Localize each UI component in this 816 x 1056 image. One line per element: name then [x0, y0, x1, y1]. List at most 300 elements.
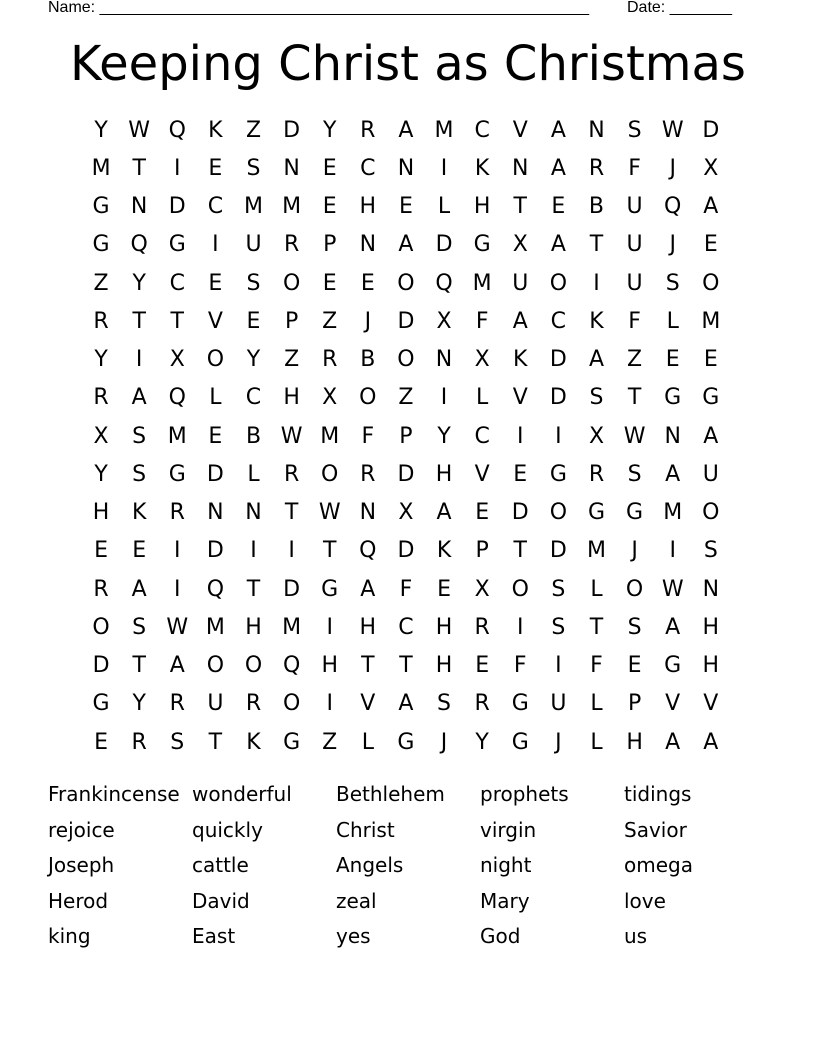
grid-letter: I [174, 538, 181, 564]
grid-letter: U [702, 461, 719, 487]
grid-letter: K [474, 155, 490, 181]
grid-letter: G [702, 385, 720, 411]
grid-letter: L [590, 729, 603, 755]
grid-letter: S [132, 423, 147, 449]
grid-letter: N [435, 347, 453, 373]
grid-letter: M [91, 155, 111, 181]
grid-letter: P [284, 308, 299, 334]
grid-letter: I [669, 538, 676, 564]
grid-letter: H [359, 194, 377, 220]
grid-letter: O [321, 461, 339, 487]
grid-letter: E [551, 194, 566, 220]
grid-letter: D [168, 194, 186, 220]
grid-letter: R [588, 461, 605, 487]
grid-letter: A [703, 729, 719, 755]
grid-letter: O [702, 500, 720, 526]
grid-letter: P [323, 232, 337, 258]
grid-letter: M [701, 308, 721, 334]
grid-letter: G [511, 729, 529, 755]
word-list-item: virgin [480, 817, 537, 842]
grid-letter: Y [132, 270, 146, 296]
grid-letter: A [131, 576, 147, 602]
grid-letter: E [94, 729, 108, 755]
word-list-item: Savior [624, 817, 687, 842]
grid-letter: G [92, 194, 110, 220]
grid-letter: G [92, 232, 110, 258]
grid-letter: R [474, 614, 490, 640]
grid-letter: S [703, 538, 718, 564]
grid-letter: I [326, 691, 333, 717]
grid-letter: D [397, 461, 415, 487]
word-list-item: Frankincense [48, 782, 180, 806]
grid-letter: E [703, 232, 718, 258]
grid-letter: L [209, 385, 222, 411]
grid-letter: V [703, 691, 719, 717]
grid-letter: W [661, 576, 684, 602]
grid-letter: C [169, 270, 185, 296]
grid-letter: C [207, 194, 224, 220]
grid-letter: T [589, 614, 604, 640]
grid-letter: T [589, 232, 604, 258]
grid-letter: Q [206, 576, 225, 602]
grid-letter: E [322, 155, 337, 181]
grid-letter: K [436, 538, 452, 564]
word-list-item: God [480, 924, 521, 948]
grid-letter: I [174, 576, 181, 602]
grid-letter: I [250, 538, 257, 564]
word-list-item: Angels [336, 853, 404, 877]
grid-letter: I [440, 385, 448, 411]
grid-letter: O [511, 576, 529, 602]
grid-letter: V [474, 461, 490, 487]
grid-letter: A [550, 232, 566, 258]
grid-letter: E [437, 576, 451, 602]
grid-letter: Y [246, 347, 261, 373]
grid-letter: G [397, 729, 415, 755]
grid-letter: E [208, 423, 223, 449]
grid-letter: Y [94, 117, 108, 143]
word-list-item: cattle [192, 853, 249, 877]
grid-letter: O [625, 576, 644, 602]
grid-letter: G [92, 691, 110, 717]
grid-letter: I [212, 232, 219, 258]
grid-letter: L [590, 691, 603, 717]
grid-letter: E [208, 270, 223, 296]
grid-letter: T [627, 385, 642, 411]
grid-letter: Q [130, 232, 148, 258]
grid-letter: Y [132, 691, 146, 717]
word-list-item: rejoice [48, 817, 115, 842]
word-list-item: king [48, 924, 91, 948]
grid-letter: E [208, 155, 223, 181]
grid-letter: L [437, 194, 451, 220]
grid-letter: P [475, 538, 489, 564]
grid-letter: O [702, 270, 720, 296]
grid-letter: T [284, 500, 299, 526]
grid-letter: G [664, 653, 682, 679]
grid-letter: V [512, 117, 528, 143]
grid-letter: S [132, 614, 147, 640]
grid-letter: Q [664, 194, 682, 220]
grid-letter: T [132, 653, 146, 679]
grid-letter: E [132, 538, 147, 564]
grid-letter: F [399, 576, 413, 602]
word-list-item: prophets [480, 782, 569, 806]
grid-letter: N [397, 155, 415, 181]
grid-letter: R [169, 691, 185, 717]
grid-letter: N [359, 500, 377, 526]
grid-letter: G [168, 232, 186, 258]
grid-letter: S [246, 270, 261, 296]
grid-letter: W [318, 500, 341, 526]
grid-letter: N [130, 194, 148, 220]
grid-letter: M [282, 194, 302, 220]
grid-letter: E [475, 653, 490, 679]
grid-letter: M [320, 423, 340, 449]
grid-letter: Q [168, 385, 186, 411]
grid-letter: O [359, 385, 377, 411]
grid-letter: T [132, 155, 146, 181]
grid-letter: G [283, 729, 301, 755]
grid-letter: C [360, 155, 376, 181]
grid-letter: H [321, 653, 338, 679]
grid-letter: H [435, 653, 453, 679]
word-list-item: East [192, 924, 236, 948]
grid-letter: A [131, 385, 147, 411]
grid-letter: X [474, 576, 490, 602]
grid-letter: M [434, 117, 454, 143]
grid-letter: U [512, 270, 529, 296]
grid-letter: B [588, 194, 605, 220]
word-list-item: zeal [336, 888, 377, 913]
grid-letter: N [359, 232, 377, 258]
grid-letter: D [397, 538, 415, 564]
grid-letter: R [93, 308, 109, 334]
word-list-item: night [480, 853, 532, 877]
grid-letter: H [626, 729, 643, 755]
grid-letter: L [476, 385, 489, 411]
grid-letter: M [586, 538, 606, 564]
grid-letter: B [360, 347, 376, 373]
grid-letter: T [170, 308, 184, 334]
word-list [48, 777, 768, 955]
grid-letter: E [665, 347, 680, 373]
grid-letter: I [517, 423, 524, 449]
grid-letter: H [245, 614, 262, 640]
grid-letter: E [513, 461, 528, 487]
grid-letter: T [208, 729, 223, 755]
grid-letter: Y [437, 423, 451, 449]
grid-letter: I [593, 270, 600, 296]
grid-letter: M [244, 194, 263, 220]
grid-letter: A [360, 576, 376, 602]
grid-letter: G [473, 232, 491, 258]
grid-letter: I [135, 347, 143, 373]
grid-letter: A [665, 461, 681, 487]
grid-letter: R [360, 461, 376, 487]
grid-letter: Z [284, 347, 300, 373]
grid-letter: X [436, 308, 452, 334]
grid-letter: E [94, 538, 108, 564]
grid-letter: V [512, 385, 528, 411]
grid-letter: E [360, 270, 375, 296]
grid-letter: H [702, 653, 720, 679]
grid-letter: U [626, 270, 643, 296]
grid-letter: N [664, 423, 681, 449]
grid-letter: S [246, 155, 261, 181]
word-list-item: Bethlehem [336, 782, 445, 806]
grid-letter: E [322, 194, 337, 220]
grid-letter: N [245, 500, 262, 526]
word-list-item: love [624, 888, 666, 913]
grid-letter: A [703, 194, 719, 220]
grid-letter: A [398, 691, 414, 717]
grid-letter: O [397, 270, 415, 296]
grid-letter: O [549, 500, 568, 526]
grid-letter: L [361, 729, 374, 755]
grid-letter: A [588, 347, 604, 373]
grid-letter: D [206, 538, 224, 564]
grid-letter: R [283, 461, 300, 487]
word-list-item: Mary [480, 888, 530, 913]
grid-letter: I [517, 614, 524, 640]
grid-letter: H [435, 461, 453, 487]
grid-letter: D [702, 117, 720, 143]
word-list-item: quickly [192, 817, 263, 842]
grid-letter: K [131, 500, 147, 526]
grid-letter: O [92, 614, 110, 640]
grid-letter: S [589, 385, 604, 411]
grid-letter: W [280, 423, 303, 449]
grid-letter: N [207, 500, 224, 526]
grid-letter: E [703, 347, 718, 373]
grid-letter: D [435, 232, 453, 258]
grid-letter: O [206, 653, 225, 679]
grid-letter: T [513, 194, 527, 220]
grid-letter: M [472, 270, 492, 296]
grid-letter: C [245, 385, 262, 411]
letter-grid [82, 111, 730, 759]
grid-letter: L [590, 576, 603, 602]
date-field-line: Date: _______ [627, 0, 732, 16]
grid-letter: M [205, 614, 225, 640]
grid-letter: N [702, 576, 720, 602]
grid-letter: D [549, 385, 567, 411]
grid-letter: U [626, 232, 643, 258]
grid-letter: X [398, 500, 414, 526]
grid-letter: K [589, 308, 604, 334]
grid-letter: U [245, 232, 262, 258]
grid-letter: C [398, 614, 414, 640]
grid-letter: Y [475, 729, 489, 755]
grid-letter: Y [94, 461, 108, 487]
grid-letter: A [665, 614, 681, 640]
grid-letter: R [93, 385, 109, 411]
grid-letter: G [168, 461, 186, 487]
grid-letter: Z [245, 117, 262, 143]
grid-letter: M [167, 423, 187, 449]
grid-letter: N [588, 117, 605, 143]
grid-letter: H [435, 614, 453, 640]
grid-letter: H [92, 500, 110, 526]
name-field-line: Name: _______________________________________________________ [48, 0, 589, 16]
grid-letter: V [207, 308, 223, 334]
grid-letter: O [244, 653, 263, 679]
grid-letter: J [669, 155, 676, 181]
grid-letter: C [550, 308, 567, 334]
grid-letter: R [169, 500, 185, 526]
grid-letter: E [398, 194, 413, 220]
grid-letter: E [475, 500, 490, 526]
grid-letter: X [703, 155, 719, 181]
grid-letter: X [512, 232, 528, 258]
grid-letter: F [513, 653, 527, 679]
grid-letter: N [512, 155, 529, 181]
grid-letter: G [321, 576, 339, 602]
grid-letter: O [397, 347, 415, 373]
grid-letter: K [246, 729, 261, 755]
grid-letter: J [364, 308, 372, 334]
grid-letter: W [623, 423, 646, 449]
grid-letter: X [588, 423, 605, 449]
grid-letter: D [511, 500, 529, 526]
grid-letter: M [282, 614, 302, 640]
word-list-item: Christ [336, 817, 395, 842]
grid-letter: U [626, 194, 643, 220]
grid-letter: X [474, 347, 490, 373]
grid-letter: Z [627, 347, 643, 373]
grid-letter: R [245, 691, 262, 717]
grid-letter: I [288, 538, 295, 564]
grid-letter: V [360, 691, 376, 717]
grid-letter: Z [322, 729, 338, 755]
grid-letter: G [626, 500, 644, 526]
grid-letter: J [631, 538, 638, 564]
grid-letter: J [555, 729, 562, 755]
grid-letter: A [550, 117, 566, 143]
grid-letter: G [664, 385, 682, 411]
grid-letter: I [440, 155, 448, 181]
grid-letter: A [550, 155, 566, 181]
page-title: Keeping Christ as Christmas [70, 36, 746, 92]
grid-letter: S [170, 729, 185, 755]
grid-letter: G [587, 500, 605, 526]
grid-letter: Z [398, 385, 414, 411]
grid-letter: F [628, 155, 641, 181]
grid-letter: D [92, 653, 110, 679]
grid-letter: P [399, 423, 413, 449]
word-list-item: omega [624, 853, 693, 877]
grid-letter: Y [94, 347, 108, 373]
grid-letter: S [627, 614, 642, 640]
word-list-item: Joseph [48, 853, 115, 877]
grid-letter: S [627, 461, 642, 487]
grid-letter: H [702, 614, 720, 640]
word-list-item: yes [336, 924, 371, 948]
grid-letter: S [551, 576, 566, 602]
grid-letter: R [588, 155, 605, 181]
grid-letter: E [627, 653, 642, 679]
grid-letter: R [283, 232, 300, 258]
grid-letter: Z [93, 270, 109, 296]
grid-letter: G [549, 461, 567, 487]
grid-letter: S [551, 614, 566, 640]
grid-letter: V [665, 691, 681, 717]
grid-letter: O [549, 270, 568, 296]
grid-letter: E [246, 308, 261, 334]
grid-letter: X [93, 423, 109, 449]
grid-letter: A [398, 117, 414, 143]
grid-letter: R [474, 691, 490, 717]
grid-letter: R [93, 576, 109, 602]
grid-letter: T [322, 538, 337, 564]
grid-letter: C [474, 423, 490, 449]
grid-letter: F [361, 423, 375, 449]
word-list-item: wonderful [192, 782, 292, 806]
grid-letter: S [437, 691, 452, 717]
grid-letter: I [555, 423, 562, 449]
word-list-item: Herod [48, 888, 109, 913]
grid-letter: L [666, 308, 679, 334]
grid-letter: G [511, 691, 529, 717]
grid-letter: Q [359, 538, 377, 564]
grid-letter: Q [435, 270, 453, 296]
word-list-item: tidings [624, 782, 692, 806]
grid-letter: W [661, 117, 684, 143]
grid-letter: O [206, 347, 225, 373]
grid-letter: U [550, 691, 567, 717]
grid-letter: T [513, 538, 527, 564]
grid-letter: T [399, 653, 413, 679]
grid-letter: R [131, 729, 147, 755]
grid-letter: X [322, 385, 338, 411]
grid-letter: D [206, 461, 224, 487]
grid-letter: A [665, 729, 681, 755]
grid-letter: H [283, 385, 300, 411]
grid-letter: F [590, 653, 603, 679]
grid-letter: A [398, 232, 414, 258]
grid-letter: U [207, 691, 224, 717]
grid-letter: J [669, 232, 676, 258]
grid-letter: X [169, 347, 185, 373]
grid-letter: A [169, 653, 185, 679]
grid-letter: Q [168, 117, 186, 143]
grid-letter: N [283, 155, 300, 181]
grid-letter: F [628, 308, 641, 334]
grid-letter: K [208, 117, 223, 143]
grid-letter: Q [282, 653, 301, 679]
grid-letter: L [247, 461, 260, 487]
grid-letter: O [282, 691, 301, 717]
grid-letter: H [359, 614, 377, 640]
grid-letter: S [665, 270, 680, 296]
grid-letter: T [361, 653, 375, 679]
grid-letter: R [360, 117, 376, 143]
grid-letter: W [166, 614, 189, 640]
grid-letter: H [473, 194, 491, 220]
grid-letter: I [326, 614, 333, 640]
grid-letter: Y [322, 117, 337, 143]
grid-letter: S [132, 461, 147, 487]
grid-letter: F [475, 308, 489, 334]
grid-letter: M [663, 500, 683, 526]
grid-letter: R [322, 347, 338, 373]
grid-letter: C [474, 117, 490, 143]
grid-letter: K [513, 347, 528, 373]
grid-letter: T [246, 576, 261, 602]
grid-letter: D [397, 308, 415, 334]
grid-letter: W [128, 117, 151, 143]
